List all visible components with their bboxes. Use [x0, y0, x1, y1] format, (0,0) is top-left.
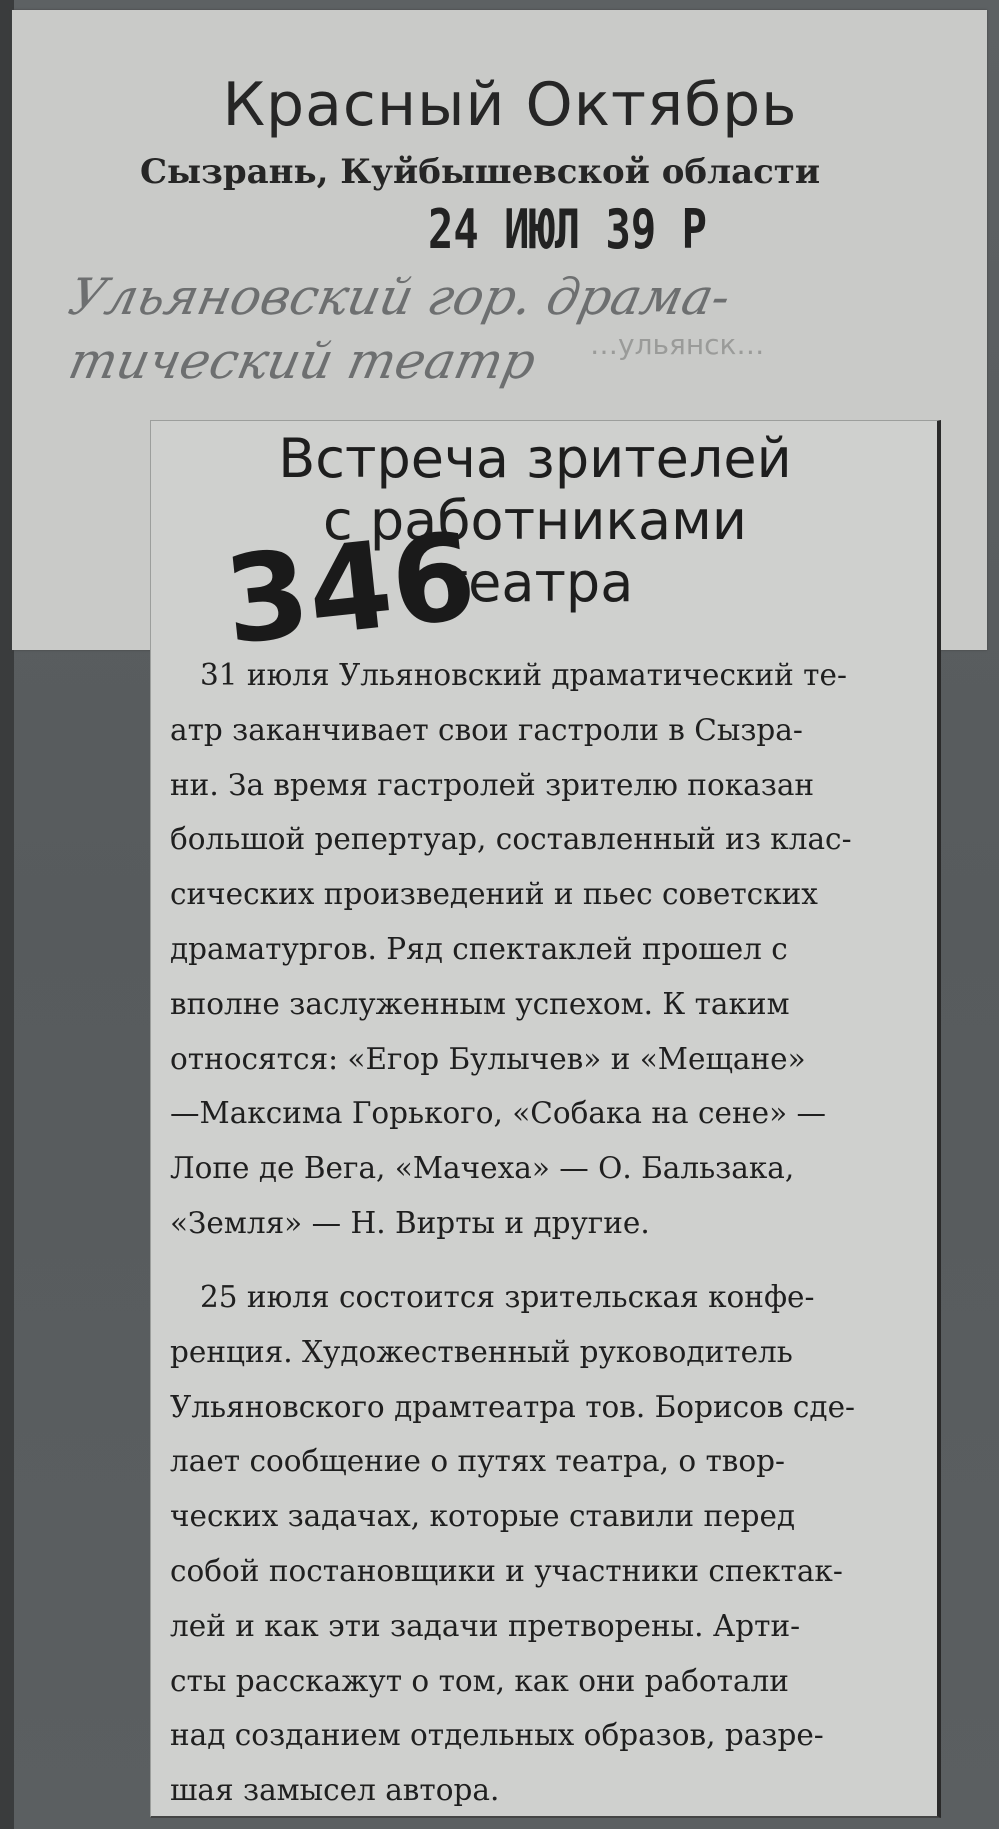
text-line: относятся: «Егор Булычев» и «Мещане» — [170, 1041, 806, 1076]
headline-line: Встреча зрителей — [278, 427, 792, 490]
date-stamp: 24 ИЮЛ 39 Р — [428, 198, 707, 261]
text-line: атр заканчивает свои гастроли в Сызра- — [170, 712, 803, 747]
text-line: над созданием отдельных образов, разре- — [170, 1718, 824, 1753]
text-line: 25 июля состоится зрительская конфе- — [200, 1280, 815, 1314]
text-line: лей и как эти задачи претворены. Арти- — [170, 1608, 801, 1643]
article-paragraph-1 — [170, 648, 920, 1251]
newspaper-location: Сызрань, Куйбышевской области — [140, 152, 821, 192]
headline-line: театра — [436, 551, 634, 614]
text-line: «Земля» — Н. Вирты и другие. — [170, 1205, 650, 1240]
newspaper-title: Красный Октябрь — [222, 70, 798, 140]
article-paragraph-2 — [170, 1270, 920, 1818]
text-line: ренция. Художественный руководитель — [170, 1334, 793, 1369]
text-line: вполне заслуженным успехом. К таким — [170, 986, 790, 1021]
handwritten-number: 346 — [218, 507, 483, 672]
handwritten-note-line2: тический театр — [63, 332, 541, 390]
text-line: —Максима Горького, «Собака на сене» — — [170, 1096, 827, 1131]
text-line: сты расскажут о том, как они работали — [170, 1663, 789, 1698]
faint-print: …ульянск… — [590, 328, 765, 361]
text-line: 31 июля Ульяновский драматический те- — [200, 658, 847, 692]
text-line: лает сообщение о путях театра, о твор- — [170, 1444, 786, 1479]
text-line: собой постановщики и участники спектак- — [170, 1553, 843, 1588]
text-line: ни. За время гастролей зрителю показан — [170, 767, 815, 802]
handwritten-note-line1: Ульяновский гор. драма- — [63, 268, 736, 326]
text-line: шая замысел автора. — [170, 1773, 500, 1808]
text-line: ческих задачах, которые ставили перед — [170, 1499, 796, 1534]
text-line: драматургов. Ряд спектаклей прошел с — [170, 931, 788, 966]
text-line: сических произведений и пьес советских — [170, 877, 818, 912]
text-line: Ульяновского драмтеатра тов. Борисов сде- — [170, 1389, 855, 1424]
text-line: большой репертуар, составленный из клас- — [170, 822, 852, 857]
text-line: Лопе де Вега, «Мачеха» — О. Бальзака, — [170, 1151, 795, 1186]
headline-line: с работниками — [323, 489, 747, 552]
